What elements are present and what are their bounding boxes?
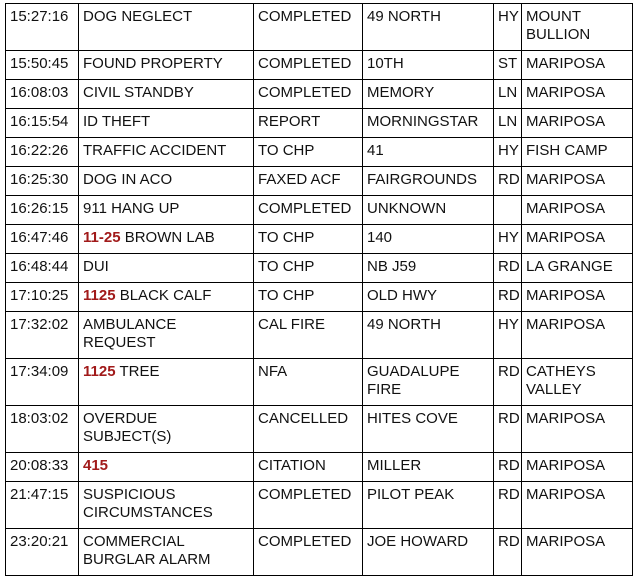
time-cell: 16:15:54 [6,109,79,138]
time-cell: 21:47:15 [6,482,79,529]
disposition-cell: REPORT [254,109,363,138]
street-cell: MORNINGSTAR [363,109,494,138]
street-suffix-cell: ST [494,51,522,80]
disposition-cell: COMPLETED [254,196,363,225]
street-suffix-cell: HY [494,225,522,254]
street-cell: PILOT PEAK [363,482,494,529]
street-cell: MILLER [363,453,494,482]
incident-code: 415 [83,457,109,474]
city-cell: MOUNT BULLION [522,4,633,51]
time-cell: 23:20:21 [6,529,79,576]
incident-type-cell [79,138,254,167]
street-cell: NB J59 [363,254,494,283]
incident-log-body [6,4,633,576]
street-suffix-cell: HY [494,4,522,51]
incident-type-cell [79,254,254,283]
incident-type-cell [79,359,254,406]
table-row [6,312,633,359]
street-suffix-cell: RD [494,167,522,196]
street-cell: 140 [363,225,494,254]
table-row [6,138,633,167]
incident-code: 1125 [83,363,116,380]
incident-type-cell [79,80,254,109]
incident-type-cell [79,482,254,529]
city-cell: FISH CAMP [522,138,633,167]
time-cell: 20:08:33 [6,453,79,482]
street-cell: 49 NORTH [363,312,494,359]
incident-type-label: CIVIL STANDBY [83,84,194,101]
disposition-cell: TO CHP [254,225,363,254]
incident-type-cell [79,312,254,359]
time-cell: 16:47:46 [6,225,79,254]
table-row [6,167,633,196]
street-suffix-cell: RD [494,283,522,312]
street-cell: 41 [363,138,494,167]
street-suffix-cell: RD [494,254,522,283]
street-suffix-cell: RD [494,453,522,482]
disposition-cell: FAXED ACF [254,167,363,196]
incident-type-label: FOUND PROPERTY [83,55,223,72]
incident-type-cell [79,529,254,576]
table-row [6,406,633,453]
street-cell: 10TH [363,51,494,80]
disposition-cell: COMPLETED [254,4,363,51]
table-row [6,529,633,576]
street-suffix-cell: RD [494,529,522,576]
time-cell: 16:26:15 [6,196,79,225]
street-cell: UNKNOWN [363,196,494,225]
city-cell: CATHEYS VALLEY [522,359,633,406]
incident-type-cell [79,196,254,225]
disposition-cell: COMPLETED [254,482,363,529]
city-cell: MARIPOSA [522,196,633,225]
street-cell: OLD HWY [363,283,494,312]
time-cell: 16:48:44 [6,254,79,283]
city-cell: MARIPOSA [522,225,633,254]
disposition-cell: TO CHP [254,254,363,283]
disposition-cell: COMPLETED [254,529,363,576]
street-suffix-cell: RD [494,359,522,406]
table-row [6,80,633,109]
street-suffix-cell: RD [494,406,522,453]
street-suffix-cell: LN [494,80,522,109]
incident-type-label: DUI [83,258,109,275]
disposition-cell: TO CHP [254,138,363,167]
incident-code: 1125 [83,287,116,304]
time-cell: 15:27:16 [6,4,79,51]
city-cell: MARIPOSA [522,529,633,576]
city-cell: MARIPOSA [522,283,633,312]
incident-type-cell [79,283,254,312]
incident-type-label: BROWN LAB [120,229,215,246]
disposition-cell: TO CHP [254,283,363,312]
city-cell: MARIPOSA [522,453,633,482]
incident-type-cell [79,453,254,482]
incident-type-label: COMMERCIAL BURGLAR ALARM [83,533,211,568]
street-cell: JOE HOWARD [363,529,494,576]
incident-type-label: BLACK CALF [115,287,212,304]
incident-type-label: ID THEFT [83,113,151,130]
time-cell: 17:34:09 [6,359,79,406]
city-cell: MARIPOSA [522,109,633,138]
incident-type-label: TRAFFIC ACCIDENT [83,142,227,159]
incident-code: 11-25 [83,229,121,246]
incident-type-cell [79,167,254,196]
incident-type-label: AMBULANCE REQUEST [83,316,181,351]
disposition-cell: COMPLETED [254,80,363,109]
table-row [6,51,633,80]
time-cell: 16:08:03 [6,80,79,109]
city-cell: MARIPOSA [522,51,633,80]
table-row [6,4,633,51]
street-cell: MEMORY [363,80,494,109]
time-cell: 18:03:02 [6,406,79,453]
city-cell: MARIPOSA [522,406,633,453]
disposition-cell: CITATION [254,453,363,482]
street-cell: HITES COVE [363,406,494,453]
street-suffix-cell: LN [494,109,522,138]
table-row [6,254,633,283]
disposition-cell: NFA [254,359,363,406]
time-cell: 16:22:26 [6,138,79,167]
disposition-cell: CANCELLED [254,406,363,453]
city-cell: MARIPOSA [522,482,633,529]
disposition-cell: CAL FIRE [254,312,363,359]
city-cell: MARIPOSA [522,312,633,359]
incident-type-cell [79,51,254,80]
incident-type-label: SUSPICIOUS CIRCUMSTANCES [83,486,213,521]
incident-type-label: 911 HANG UP [83,200,180,217]
city-cell: LA GRANGE [522,254,633,283]
incident-type-label: TREE [115,363,160,380]
table-row [6,359,633,406]
street-cell: 49 NORTH [363,4,494,51]
time-cell: 17:32:02 [6,312,79,359]
incident-type-label: DOG NEGLECT [83,8,193,25]
incident-type-cell [79,225,254,254]
table-row [6,109,633,138]
time-cell: 17:10:25 [6,283,79,312]
incident-type-label: DOG IN ACO [83,171,173,188]
street-cell: FAIRGROUNDS [363,167,494,196]
city-cell: MARIPOSA [522,80,633,109]
table-row [6,225,633,254]
street-suffix-cell: HY [494,138,522,167]
incident-type-cell [79,406,254,453]
street-suffix-cell [494,196,522,225]
incident-log-table [5,3,633,576]
disposition-cell: COMPLETED [254,51,363,80]
street-suffix-cell: RD [494,482,522,529]
table-row [6,453,633,482]
time-cell: 15:50:45 [6,51,79,80]
street-cell: GUADALUPE FIRE [363,359,494,406]
time-cell: 16:25:30 [6,167,79,196]
table-row [6,283,633,312]
incident-type-label: OVERDUE SUBJECT(S) [83,410,172,445]
city-cell: MARIPOSA [522,167,633,196]
street-suffix-cell: HY [494,312,522,359]
incident-type-cell [79,109,254,138]
incident-type-cell [79,4,254,51]
table-row [6,196,633,225]
table-row [6,482,633,529]
